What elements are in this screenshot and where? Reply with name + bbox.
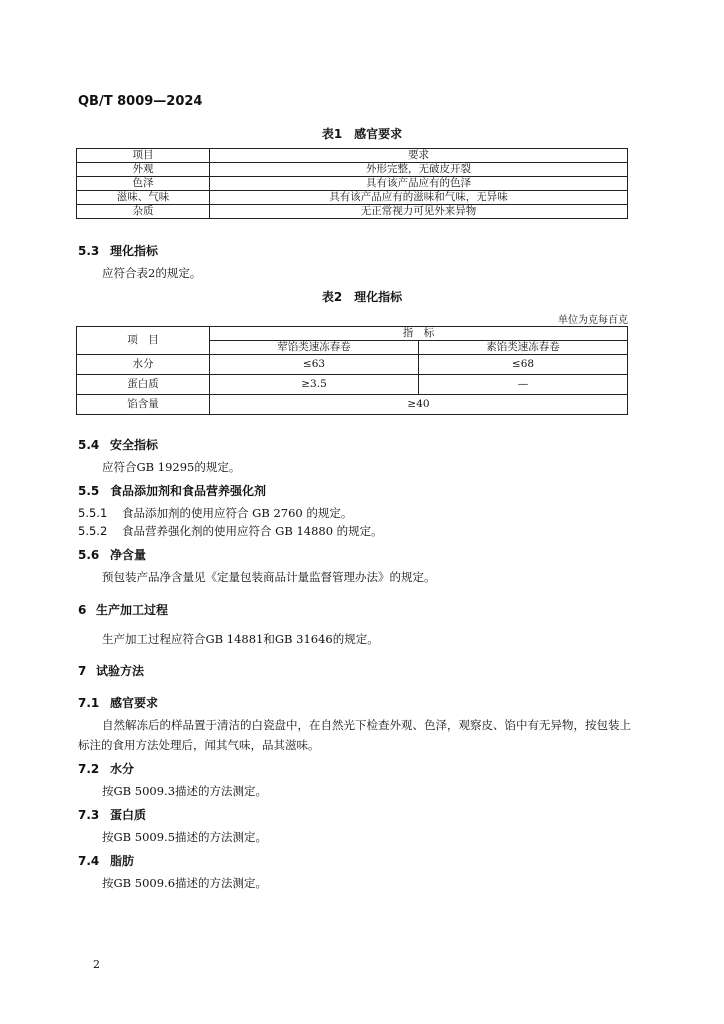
- col-header-index: 指 标: [210, 327, 628, 341]
- sensory-requirements-table: [76, 148, 628, 219]
- page-number: 2: [93, 958, 100, 971]
- table-row: [77, 355, 628, 375]
- table-cell: 外形完整，无破皮开裂: [210, 163, 628, 177]
- section-7-2-text: 按GB 5009.3描述的方法测定。: [102, 784, 268, 798]
- table-cell: 水分: [77, 355, 210, 375]
- table-cell: 馅含量: [77, 395, 210, 415]
- table2-caption: 表2 理化指标: [321, 290, 403, 304]
- section-5-4-text: 应符合GB 19295的规定。: [102, 460, 241, 474]
- table-header-row: [77, 327, 628, 341]
- table-row: [77, 395, 628, 415]
- section-7-4-text: 按GB 5009.6描述的方法测定。: [102, 876, 268, 890]
- section-5-5-heading: 5.5 食品添加剂和食品营养强化剂: [78, 484, 267, 498]
- section-7-1-text: 自然解冻后的样品置于清洁的白瓷盘中，在自然光下检查外观、色泽，观察皮、馅中有无异物，按包装上标注的食用方法处理后，闻其气味，品其滋味。: [78, 718, 631, 752]
- section-6-text: 生产加工过程应符合GB 14881和GB 31646的规定。: [102, 632, 379, 646]
- table2-unit: 单位为克每百克: [558, 315, 628, 326]
- col-header-requirement: 要求: [210, 149, 628, 163]
- table-header-row: [77, 149, 628, 163]
- section-7-4-heading: 7.4 脂肪: [78, 854, 135, 868]
- section-5-6-heading: 5.6 净含量: [78, 548, 147, 562]
- table-cell: 具有该产品应有的色泽: [210, 177, 628, 191]
- col-header-item: 项 目: [77, 327, 210, 355]
- section-7-2-heading: 7.2 水分: [78, 762, 135, 776]
- table-cell: ≤68: [419, 355, 628, 375]
- section-5-6-text: 预包装产品净含量见《定量包装商品计量监督管理办法》的规定。: [102, 570, 436, 584]
- table-cell: 色泽: [77, 177, 210, 191]
- col-header-veg: 素馅类速冻春卷: [419, 341, 628, 355]
- section-5-5-2-text: 5.5.2 食品营养强化剂的使用应符合 GB 14880 的规定。: [78, 524, 383, 538]
- document-header: QB/T 8009—2024: [78, 94, 203, 109]
- table-cell: 具有该产品应有的滋味和气味，无异味: [210, 191, 628, 205]
- table-cell: 滋味、气味: [77, 191, 210, 205]
- table1-caption: 表1 感官要求: [321, 127, 403, 141]
- table-cell: —: [419, 375, 628, 395]
- section-7-3-heading: 7.3 蛋白质: [78, 808, 147, 822]
- col-header-meat: 荤馅类速冻春卷: [210, 341, 419, 355]
- section-5-3-text: 应符合表2的规定。: [102, 266, 202, 280]
- section-5-5-1-text: 5.5.1 食品添加剂的使用应符合 GB 2760 的规定。: [78, 506, 353, 520]
- section-7-1-heading: 7.1 感官要求: [78, 696, 159, 710]
- table-row: [77, 205, 628, 219]
- table-cell: 蛋白质: [77, 375, 210, 395]
- table-row: [77, 177, 628, 191]
- table-cell: ≥40: [210, 395, 628, 415]
- physicochemical-table: [76, 326, 628, 415]
- section-6-heading: 6 生产加工过程: [78, 603, 169, 617]
- section-5-4-heading: 5.4 安全指标: [78, 438, 159, 452]
- section-7-heading: 7 试验方法: [78, 664, 145, 678]
- section-7-3-text: 按GB 5009.5描述的方法测定。: [102, 830, 268, 844]
- table-row: [77, 163, 628, 177]
- table-row: [77, 191, 628, 205]
- table-cell: 外观: [77, 163, 210, 177]
- section-5-3-heading: 5.3 理化指标: [78, 244, 159, 258]
- table-cell: 杂质: [77, 205, 210, 219]
- table-cell: ≥3.5: [210, 375, 419, 395]
- table-cell: ≤63: [210, 355, 419, 375]
- table-row: [77, 375, 628, 395]
- table-cell: 无正常视力可见外来异物: [210, 205, 628, 219]
- col-header-item: 项目: [77, 149, 210, 163]
